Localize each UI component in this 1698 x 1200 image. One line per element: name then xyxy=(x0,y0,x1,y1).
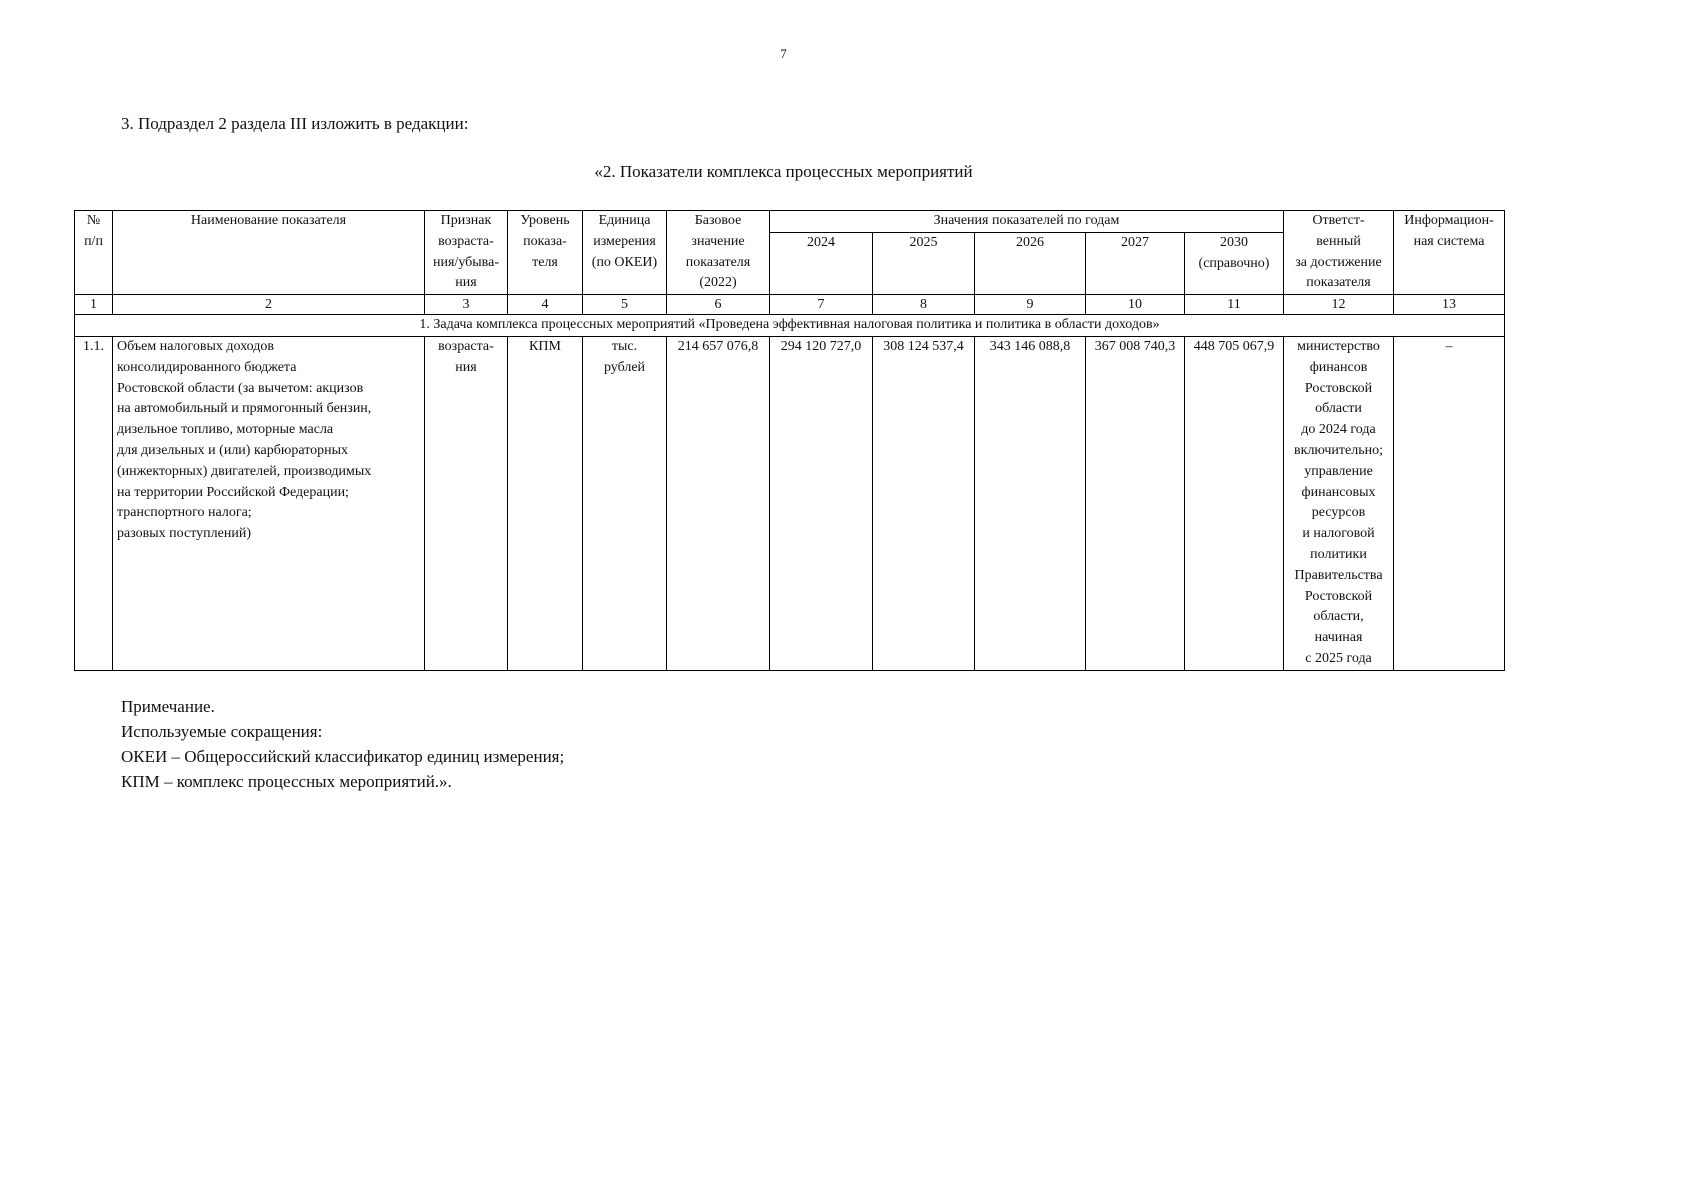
column-number: 4 xyxy=(508,295,583,315)
column-number: 1 xyxy=(75,295,113,315)
row-sign-line: возраста- xyxy=(438,338,494,354)
column-number: 12 xyxy=(1284,295,1394,315)
note-subtitle: Используемые сокращения: xyxy=(121,722,323,741)
responsible-line: финансовых xyxy=(1301,484,1376,500)
table-row xyxy=(75,336,1505,670)
header-base-line: значение xyxy=(691,233,745,249)
instruction-text: 3. Подраздел 2 раздела III изложить в редакции: xyxy=(121,114,469,133)
header-unit-line: измерения xyxy=(593,233,656,249)
row-value-2024: 294 120 727,0 xyxy=(770,336,873,670)
column-number: 6 xyxy=(667,295,770,315)
row-value-2025: 308 124 537,4 xyxy=(873,336,975,670)
column-number: 8 xyxy=(873,295,975,315)
header-year-2027: 2027 xyxy=(1086,233,1185,295)
row-level: КПМ xyxy=(508,336,583,670)
header-year-2030-label: 2030 xyxy=(1220,235,1248,251)
header-sign-line: возраста- xyxy=(438,233,494,249)
responsible-line: управление xyxy=(1304,463,1373,479)
responsible-line: министерство xyxy=(1297,338,1380,354)
row-value-2030: 448 705 067,9 xyxy=(1185,336,1284,670)
row-sign-line: ния xyxy=(455,359,477,375)
responsible-line: политики xyxy=(1310,546,1367,562)
header-name: Наименование показателя xyxy=(113,211,425,295)
header-num-line: п/п xyxy=(84,233,103,249)
header-base-line: показателя xyxy=(685,254,751,270)
header-responsible-line: показателя xyxy=(1306,275,1371,291)
header-base-line: Базовое xyxy=(694,213,742,228)
responsible-line: Ростовской xyxy=(1304,588,1373,604)
row-unit-line: тыс. xyxy=(611,338,638,354)
header-info-system xyxy=(1394,211,1505,295)
indicator-name-line: дизельное топливо, моторные масла xyxy=(117,422,334,438)
header-level-line: показа- xyxy=(523,233,567,249)
header-base xyxy=(667,211,770,295)
header-years-group: Значения показателей по годам xyxy=(770,211,1284,233)
column-number: 9 xyxy=(975,295,1086,315)
column-number: 13 xyxy=(1394,295,1505,315)
page-number: 7 xyxy=(780,46,787,61)
responsible-line: области, xyxy=(1313,609,1364,625)
header-num-line: № xyxy=(86,213,101,228)
row-num: 1.1. xyxy=(75,336,113,670)
indicators-table xyxy=(74,210,1505,671)
note-title: Примечание. xyxy=(121,697,215,716)
header-year-2030 xyxy=(1185,233,1284,295)
column-number: 5 xyxy=(583,295,667,315)
row-unit xyxy=(583,336,667,670)
indicator-name-line: консолидированного бюджета xyxy=(117,359,297,375)
responsible-line: области xyxy=(1315,401,1362,417)
header-level-line: теля xyxy=(532,254,558,270)
note-item: ОКЕИ – Общероссийский классификатор единиц измерения; xyxy=(121,747,565,766)
task-row xyxy=(75,315,1505,337)
column-number: 11 xyxy=(1185,295,1284,315)
column-numbers-row xyxy=(75,295,1505,315)
header-year-2025: 2025 xyxy=(873,233,975,295)
header-base-line: (2022) xyxy=(699,275,737,291)
header-sign xyxy=(425,211,508,295)
row-sign xyxy=(425,336,508,670)
header-row-1 xyxy=(75,211,1505,233)
header-responsible-line: Ответст- xyxy=(1312,213,1365,228)
header-unit-line: (по ОКЕИ) xyxy=(591,254,658,270)
indicator-name-line: для дизельных и (или) карбюраторных xyxy=(117,442,349,458)
header-level-line: Уровень xyxy=(520,213,570,228)
header-info-system-line: Информацион- xyxy=(1404,213,1494,228)
header-year-2030-note: (справочно) xyxy=(1198,255,1270,271)
column-number: 2 xyxy=(113,295,425,315)
header-responsible-line: за достижение xyxy=(1295,254,1382,270)
header-level xyxy=(508,211,583,295)
column-number: 10 xyxy=(1086,295,1185,315)
indicator-name-line: на территории Российской Федерации; xyxy=(117,484,349,500)
header-sign-line: Признак xyxy=(440,213,492,228)
section-title: «2. Показатели комплекса процессных мероприятий xyxy=(594,162,973,181)
row-unit-line: рублей xyxy=(603,359,646,375)
responsible-line: с 2025 года xyxy=(1305,650,1372,666)
responsible-line: и налоговой xyxy=(1302,526,1375,542)
responsible-line: до 2024 года xyxy=(1301,422,1376,438)
note-item: КПМ – комплекс процессных мероприятий.». xyxy=(121,772,452,791)
row-base-value: 214 657 076,8 xyxy=(667,336,770,670)
header-year-2024: 2024 xyxy=(770,233,873,295)
responsible-line: финансов xyxy=(1309,359,1368,375)
task-title: 1. Задача комплекса процессных мероприятий «Проведена эффективная налоговая политика и политика в области доходов» xyxy=(75,315,1505,337)
indicator-name-line: на автомобильный и прямогонный бензин, xyxy=(117,401,372,417)
header-responsible-line: венный xyxy=(1316,233,1361,249)
indicator-name-line: Объем налоговых доходов xyxy=(117,338,274,354)
responsible-line: начиная xyxy=(1314,630,1363,646)
row-info-system: – xyxy=(1394,336,1505,670)
header-year-2026: 2026 xyxy=(975,233,1086,295)
header-unit-line: Единица xyxy=(598,213,651,228)
row-value-2026: 343 146 088,8 xyxy=(975,336,1086,670)
responsible-line: ресурсов xyxy=(1311,505,1366,521)
header-num xyxy=(75,211,113,295)
row-responsible xyxy=(1284,336,1394,670)
row-indicator-name xyxy=(113,336,425,670)
indicator-name-line: транспортного налога; xyxy=(117,505,252,521)
row-value-2027: 367 008 740,3 xyxy=(1086,336,1185,670)
header-info-system-line: ная система xyxy=(1413,233,1485,249)
header-sign-line: ния/убыва- xyxy=(433,254,499,270)
indicator-name-line: Ростовской области (за вычетом: акцизов xyxy=(117,380,364,396)
responsible-line: Правительства xyxy=(1294,567,1383,583)
column-number: 7 xyxy=(770,295,873,315)
responsible-line: включительно; xyxy=(1294,442,1383,458)
header-sign-line: ния xyxy=(455,275,477,291)
indicator-name-line: разовых поступлений) xyxy=(117,526,251,542)
note-block xyxy=(121,694,564,794)
header-responsible xyxy=(1284,211,1394,295)
indicator-name-line: (инжекторных) двигателей, производимых xyxy=(117,463,372,479)
column-number: 3 xyxy=(425,295,508,315)
responsible-line: Ростовской xyxy=(1304,380,1373,396)
header-unit xyxy=(583,211,667,295)
